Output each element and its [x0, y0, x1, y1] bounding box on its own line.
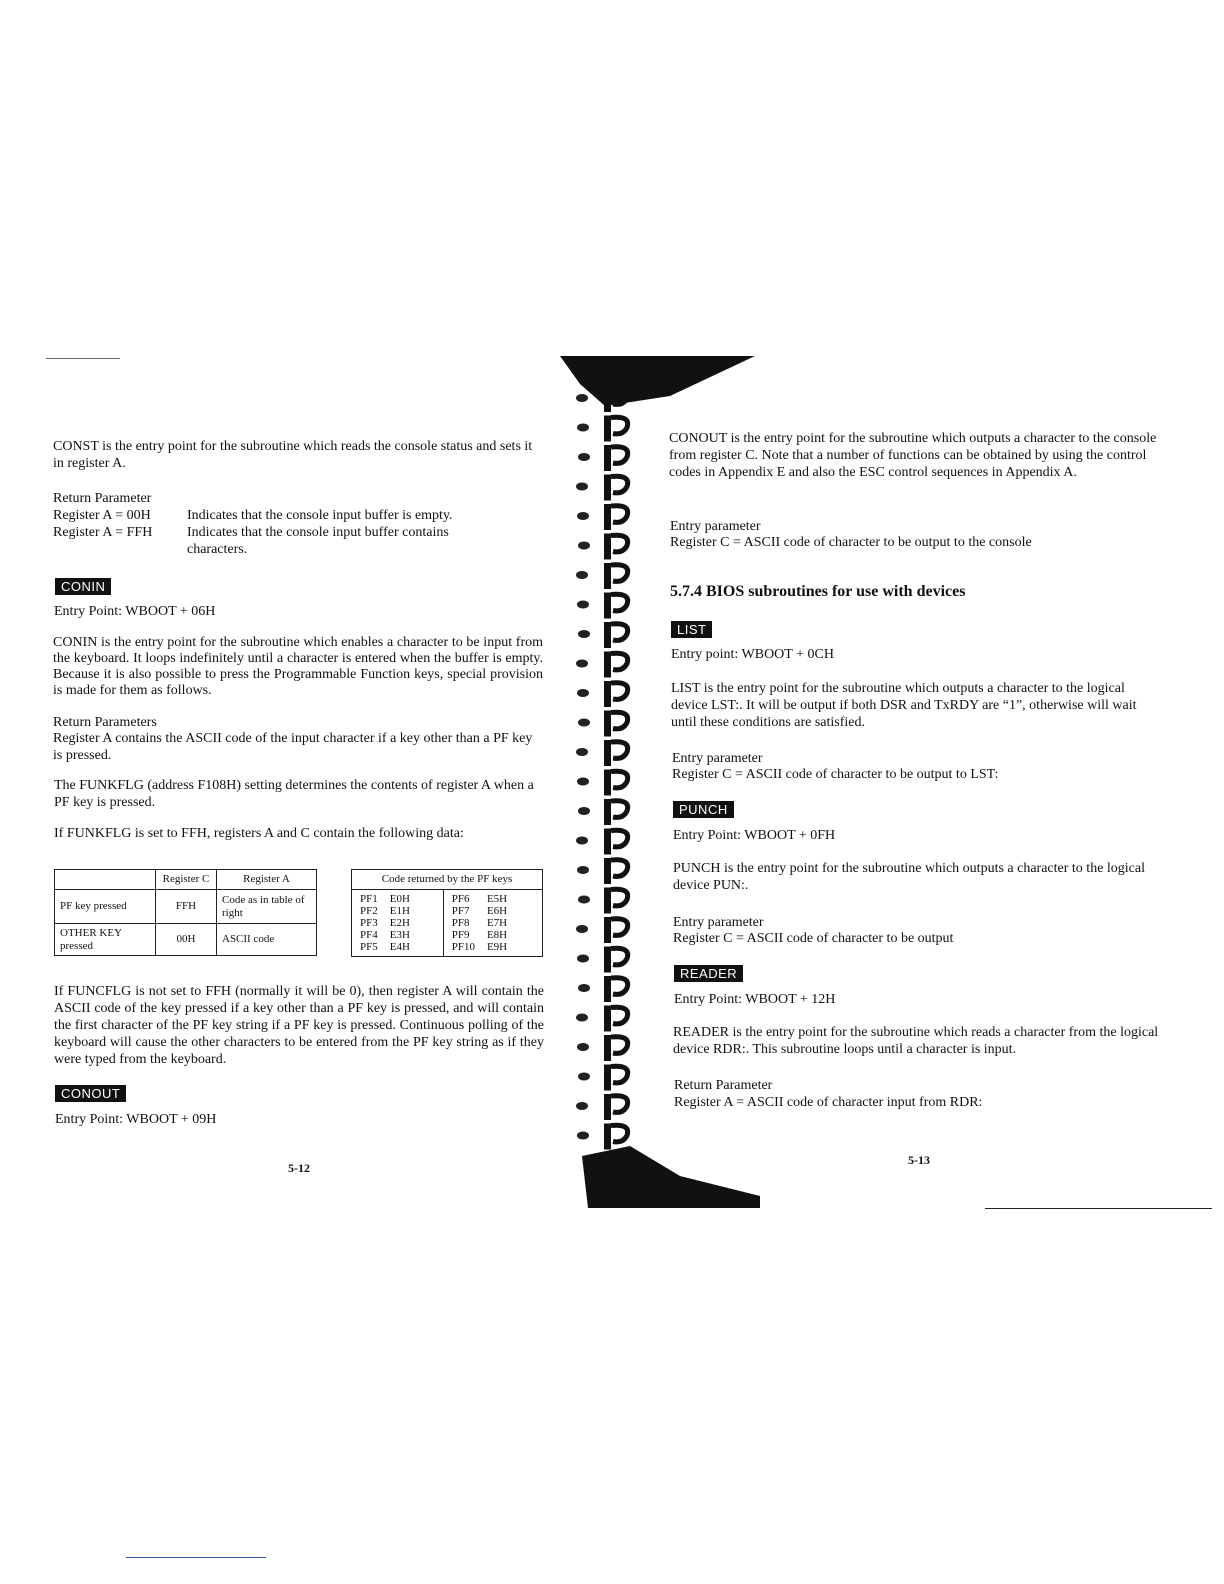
- register-table-cell: 00H: [156, 924, 217, 956]
- register-table: [54, 869, 317, 956]
- binding-ring-curl: [611, 594, 628, 611]
- register-table-header-cell: Register C: [156, 870, 217, 890]
- return-param-row: [53, 507, 513, 524]
- punch-label: PUNCH: [673, 801, 734, 818]
- pf-key-code: E3H: [389, 929, 410, 941]
- punch-label-box: [673, 801, 734, 819]
- binding-ring-curl: [611, 535, 628, 552]
- binding-hole: [578, 896, 590, 904]
- register-table-cell: PF key pressed: [55, 890, 156, 924]
- pf-key-label: PF5: [360, 941, 378, 953]
- conin-return-parameters-title: Return Parameters: [53, 715, 157, 730]
- pf-key-label: PF2: [360, 905, 378, 917]
- reader-description: READER is the entry point for the subroutine which reads a character from the logical device RDR:. This subroutine loops until a character is input.: [673, 1025, 1159, 1057]
- pf-codes-table: [351, 869, 543, 957]
- conout-description: CONOUT is the entry point for the subroutine which outputs a character to the console from register C. Note that a number of functions can be obtained by using the control codes in Appendix E and also the ESC control sequences in Appendix A.: [669, 431, 1157, 480]
- binding-hole: [577, 689, 589, 697]
- binding-ring-wire: [604, 740, 611, 766]
- binding-hole: [577, 778, 589, 786]
- binding-hole: [578, 1073, 590, 1081]
- binding-ring-wire: [604, 563, 611, 589]
- binding-ring-curl: [611, 447, 628, 464]
- list-label: LIST: [671, 621, 712, 638]
- binding-hole: [578, 453, 590, 461]
- conout-entry-parameter-title: Entry parameter: [670, 519, 761, 534]
- binding-ring-wire: [604, 1065, 611, 1091]
- pf-key-code: E4H: [389, 941, 410, 953]
- register-table-header: [55, 870, 317, 890]
- binding-ring-curl: [611, 830, 628, 847]
- binding-ring-curl: [611, 1096, 628, 1113]
- reader-label-box: [674, 965, 743, 983]
- binding-hole: [578, 984, 590, 992]
- pf-key-code: E0H: [389, 893, 410, 905]
- conin-label: CONIN: [55, 578, 111, 595]
- pf-codes-body-row: [352, 890, 543, 957]
- binding-ring-curl: [611, 1037, 628, 1054]
- conout-label-box: [55, 1085, 126, 1103]
- binding-ring-wire: [604, 445, 611, 471]
- conin-description: CONIN is the entry point for the subroutine which enables a character to be input from the keyboard. It loops indefinitely until a character is entered when the buffer is empty. Because it is also possible to press the Programmable Function keys, special provision is made for them as follows.: [53, 635, 543, 698]
- reader-return-parameter-title: Return Parameter: [674, 1078, 773, 1093]
- pf-codes-header-row: [352, 870, 543, 890]
- pf-key-code: E5H: [486, 893, 508, 905]
- bottom-right-rule: [985, 1208, 1212, 1209]
- binding-ring-wire: [604, 475, 611, 501]
- conout-entry-parameter-value: Register C = ASCII code of character to be output to the console: [670, 535, 1032, 550]
- register-table-row: [55, 890, 317, 924]
- binding-ring-curl: [611, 948, 628, 965]
- reader-return-parameter-value: Register A = ASCII code of character input from RDR:: [674, 1095, 983, 1110]
- binding-ring-curl: [611, 712, 628, 729]
- binding-hole: [576, 483, 588, 491]
- register-table-header-cell: Register A: [217, 870, 317, 890]
- bottom-left-rule: [126, 1557, 266, 1558]
- binding-ring-curl: [611, 1007, 628, 1024]
- reader-label: READER: [674, 965, 743, 982]
- binding-ring-wire: [604, 1094, 611, 1120]
- binding-ring-curl: [611, 771, 628, 788]
- page-number-left: 5-12: [288, 1161, 310, 1175]
- register-table-cell: Code as in table of right: [217, 890, 317, 924]
- list-entry-point: Entry point: WBOOT + 0CH: [671, 647, 834, 662]
- page-number-right: 5-13: [908, 1153, 930, 1167]
- binding-ring-wire: [604, 1006, 611, 1032]
- binding-ring-wire: [604, 652, 611, 678]
- list-label-box: [671, 621, 712, 639]
- reader-entry-point: Entry Point: WBOOT + 12H: [674, 992, 836, 1007]
- funcflg-not-ffh-description: If FUNCFLG is not set to FFH (normally it will be 0), then register A will contain the ASCII code of the key pressed if a key other than a PF key is pressed, and will contain the first character of the PF key string if a PF key is pressed. Continuous polling of the keyboard will cause the other characters to be entered from the PF key string as if they were typed from the keyboard.: [54, 984, 544, 1067]
- return-param-description: Indicates that the console input buffer is empty.: [187, 508, 453, 523]
- funkflg-description: The FUNKFLG (address F108H) setting determines the contents of register A when a PF key is pressed.: [54, 778, 534, 810]
- binding-hole: [578, 719, 590, 727]
- const-return-parameter-title: Return Parameter: [53, 491, 152, 506]
- binding-hole: [577, 424, 589, 432]
- binding-ring-curl: [611, 889, 628, 906]
- pf-key-label: PF9: [451, 929, 470, 941]
- punch-entry-point: Entry Point: WBOOT + 0FH: [673, 828, 836, 843]
- binding-ring-wire: [604, 829, 611, 855]
- conout-label: CONOUT: [55, 1085, 126, 1102]
- pf-key-label: PF7: [451, 905, 470, 917]
- binding-ring-curl: [611, 860, 628, 877]
- binding-ring-wire: [604, 947, 611, 973]
- register-table-row: [55, 924, 317, 956]
- const-return-parameters: [53, 507, 513, 558]
- binding-hole: [577, 866, 589, 874]
- binding-ring-curl: [611, 476, 628, 493]
- binding-ring-wire: [604, 593, 611, 619]
- binding-ring-curl: [611, 653, 628, 670]
- return-param-register: Register A = FFH: [53, 525, 153, 540]
- conin-label-box: [55, 578, 111, 596]
- binding-ring-wire: [604, 770, 611, 796]
- pf-key-code: E8H: [486, 929, 508, 941]
- binding-ring-curl: [611, 565, 628, 582]
- binding-hole: [576, 748, 588, 756]
- binding-ring-wire: [604, 504, 611, 530]
- binding-hole: [577, 1043, 589, 1051]
- binding-ring-wire: [604, 386, 611, 412]
- binding-ring-curl: [611, 506, 628, 523]
- binding-ring-curl: [611, 978, 628, 995]
- binding-ring-wire: [604, 858, 611, 884]
- binding-hole: [577, 1132, 589, 1140]
- register-table-header-cell: [55, 870, 156, 890]
- binding-hole: [576, 1102, 588, 1110]
- binding-ring-wire: [604, 711, 611, 737]
- const-description: CONST is the entry point for the subroutine which reads the console status and sets it in register A.: [53, 439, 533, 471]
- binding-ring-curl: [611, 919, 628, 936]
- binding-hole: [576, 925, 588, 933]
- binding-hole: [576, 1014, 588, 1022]
- list-description: LIST is the entry point for the subroutine which outputs a character to the logical device LST:. It will be output if both DSR and TxRDY are “1”, otherwise will wait until these conditions are satisfied.: [671, 681, 1137, 730]
- register-table-cell: FFH: [156, 890, 217, 924]
- pf-key-code: E9H: [486, 941, 508, 953]
- binding-hole: [576, 837, 588, 845]
- pf-codes-header: Code returned by the PF keys: [352, 870, 543, 890]
- binding-hole: [577, 601, 589, 609]
- pf-codes-column-1: [352, 890, 444, 957]
- pf-key-label: PF8: [451, 917, 470, 929]
- return-param-register: Register A = 00H: [53, 508, 151, 523]
- binding-ring-curl: [611, 624, 628, 641]
- binding-ring-wire: [604, 976, 611, 1002]
- pf-key-label: PF10: [451, 941, 475, 953]
- pf-codes-column-2: [443, 890, 542, 957]
- list-entry-parameter-title: Entry parameter: [672, 751, 763, 766]
- punch-entry-parameter-value: Register C = ASCII code of character to be output: [673, 931, 954, 946]
- pf-key-code: E2H: [389, 917, 410, 929]
- pf-key-label: PF4: [360, 929, 378, 941]
- binding-ring-curl: [611, 801, 628, 818]
- pf-key-code: E6H: [486, 905, 508, 917]
- binding-ring-curl: [611, 742, 628, 759]
- binding-ring-wire: [604, 681, 611, 707]
- binding-ring-curl: [611, 1066, 628, 1083]
- binding-ring-curl: [611, 1125, 628, 1142]
- binding-ring-wire: [604, 1035, 611, 1061]
- punch-description: PUNCH is the entry point for the subroutine which outputs a character to the logical device PUN:.: [673, 861, 1146, 893]
- binding-ring-wire: [604, 534, 611, 560]
- top-left-rule: [46, 358, 120, 359]
- register-table-cell: OTHER KEY pressed: [55, 924, 156, 956]
- binding-ring-wire: [604, 416, 611, 442]
- punch-entry-parameter-title: Entry parameter: [673, 915, 764, 930]
- pf-key-label: PF1: [360, 893, 378, 905]
- conin-return-description: Register A contains the ASCII code of the input character if a key other than a PF key is pressed.: [53, 731, 533, 763]
- binding-hole: [576, 394, 588, 402]
- binding-hole: [576, 660, 588, 668]
- binding-ring-curl: [611, 417, 628, 434]
- conout-entry-point: Entry Point: WBOOT + 09H: [55, 1112, 217, 1127]
- binding-hole: [578, 807, 590, 815]
- pf-key-label: PF6: [451, 893, 470, 905]
- binding-ring-wire: [604, 917, 611, 943]
- binding-hole: [577, 512, 589, 520]
- pf-key-label: PF3: [360, 917, 378, 929]
- binding-shadow-top: [560, 356, 755, 406]
- conin-entry-point: Entry Point: WBOOT + 06H: [54, 604, 216, 619]
- binding-shadow-bottom: [582, 1146, 760, 1208]
- binding-hole: [578, 630, 590, 638]
- binding-ring-wire: [604, 888, 611, 914]
- binding-hole: [576, 571, 588, 579]
- binding-hole: [577, 955, 589, 963]
- binding-ring-curl: [611, 683, 628, 700]
- section-heading: 5.7.4 BIOS subroutines for use with devices: [670, 583, 966, 600]
- pf-key-code: E7H: [486, 917, 508, 929]
- register-table-cell: ASCII code: [217, 924, 317, 956]
- binding-ring-wire: [604, 622, 611, 648]
- list-entry-parameter-value: Register C = ASCII code of character to be output to LST:: [672, 767, 999, 782]
- return-param-description: Indicates that the console input buffer contains characters.: [187, 525, 449, 557]
- binding-ring-wire: [604, 1124, 611, 1150]
- pf-key-code: E1H: [389, 905, 410, 917]
- binding-ring-wire: [604, 799, 611, 825]
- binding-hole: [578, 542, 590, 550]
- funkflg-ffh-text: If FUNKFLG is set to FFH, registers A and C contain the following data:: [54, 826, 464, 841]
- return-param-row: [53, 524, 513, 558]
